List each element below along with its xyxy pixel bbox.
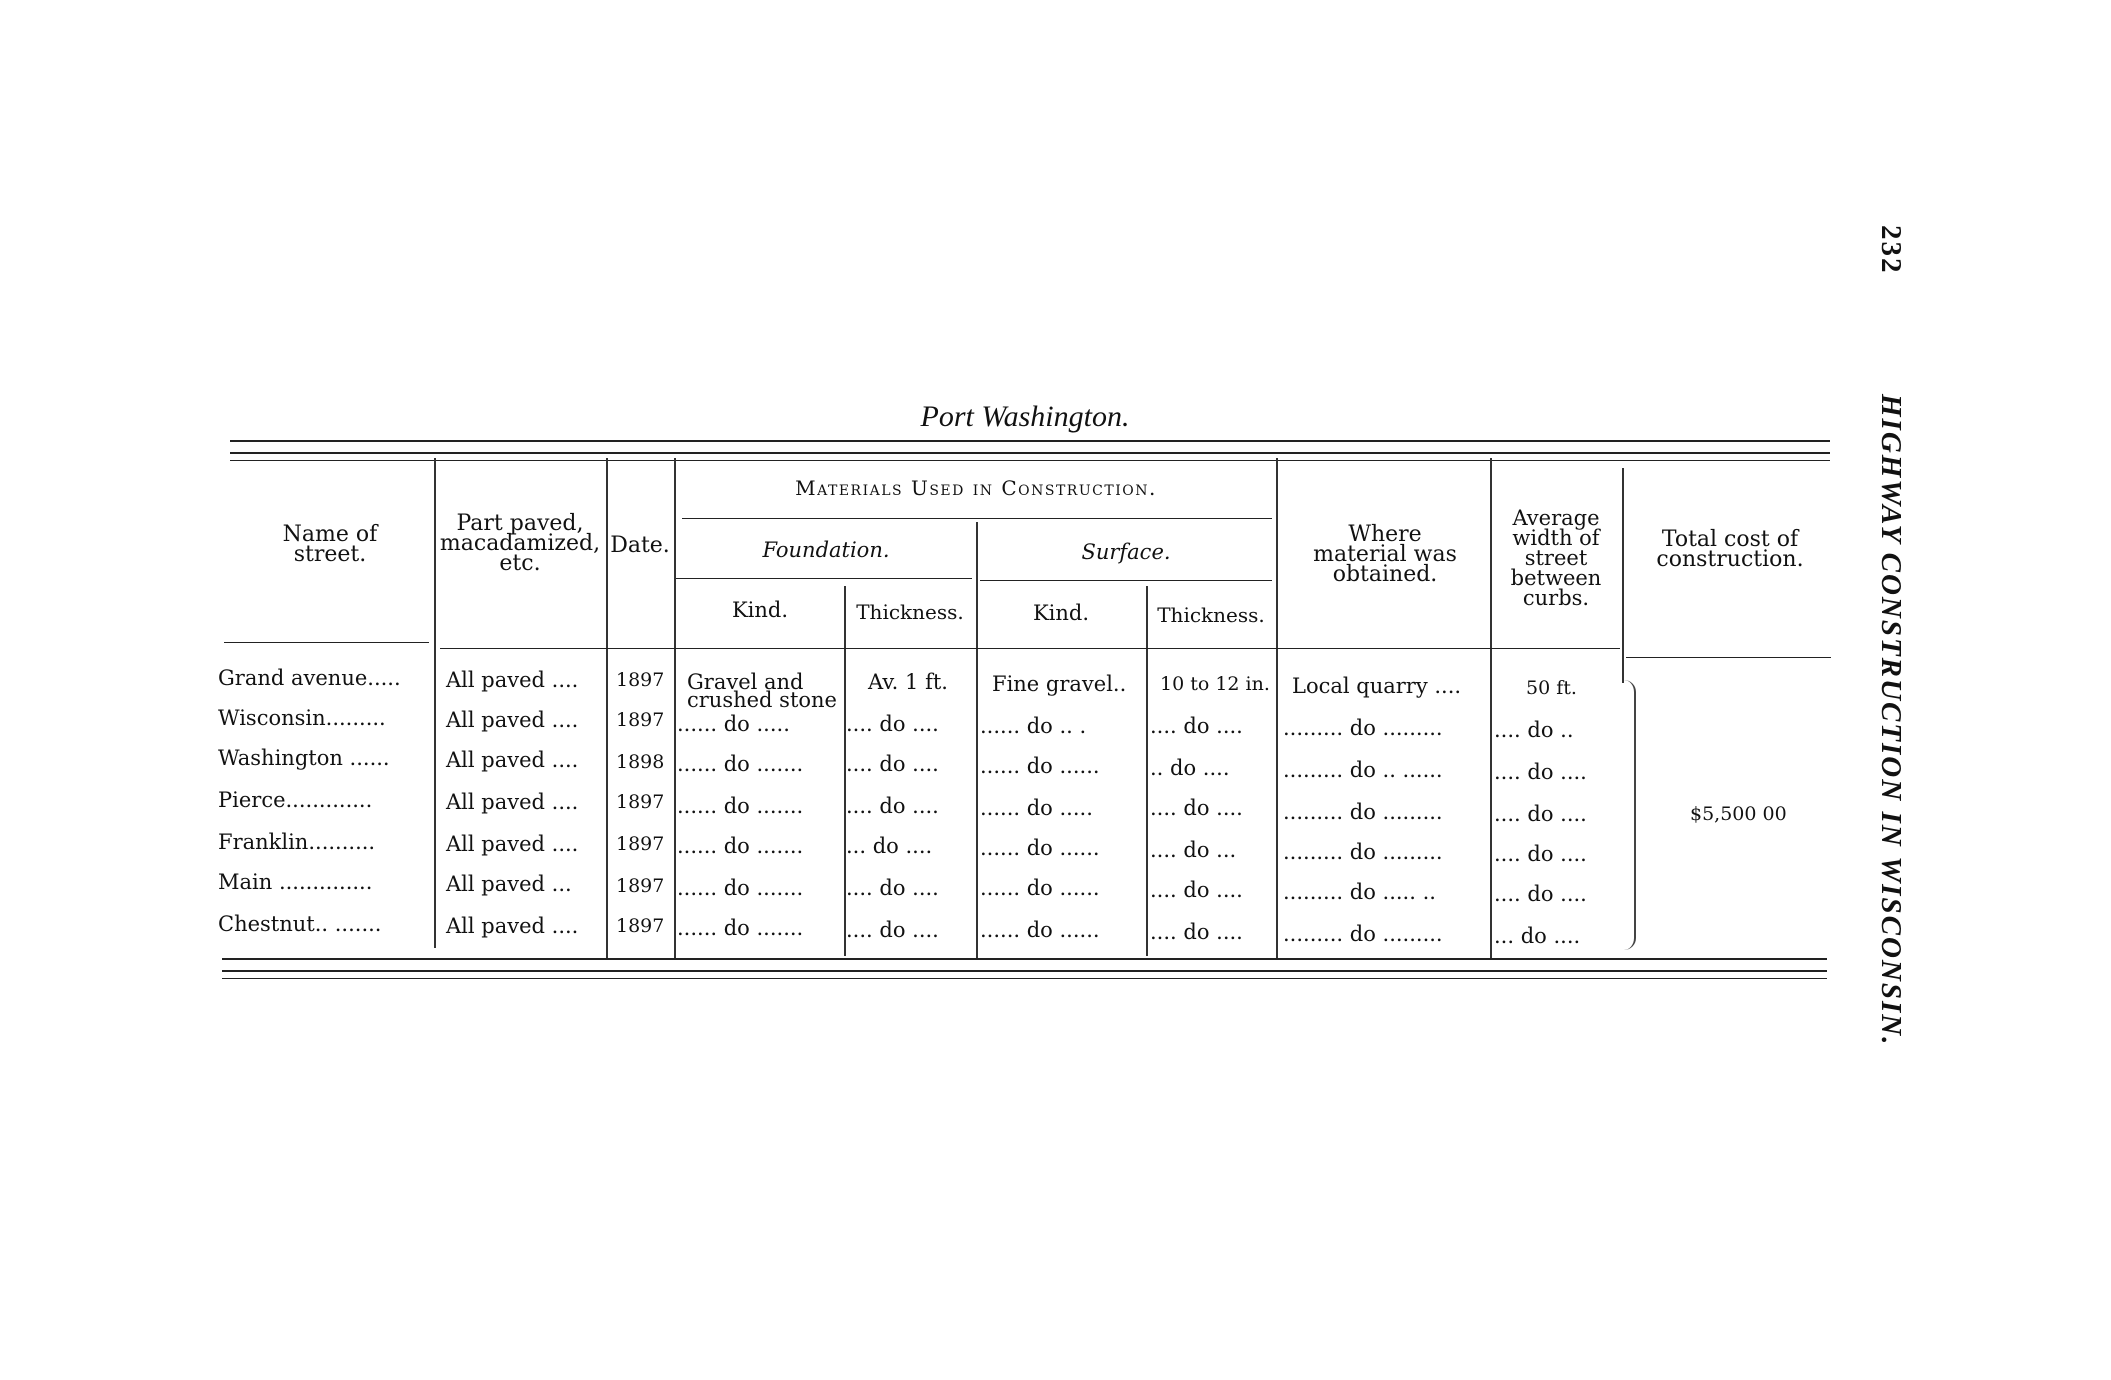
table-bottom-rule-2 xyxy=(222,970,1827,972)
col-divider xyxy=(606,458,608,958)
row-4-surface-kind: ...... do ..... xyxy=(980,796,1093,820)
table-top-rule-3 xyxy=(230,460,1830,461)
row-1-surface-thickness: 10 to 12 in. xyxy=(1160,673,1270,695)
row-2-foundation-thickness: .... do .... xyxy=(846,712,939,736)
col-divider xyxy=(1276,458,1278,958)
row-6-surface-thickness: .... do .... xyxy=(1150,878,1243,902)
col-divider xyxy=(1490,458,1492,958)
col-divider xyxy=(674,458,676,958)
row-2-name: Wisconsin......... xyxy=(218,706,386,730)
row-1-width: 50 ft. xyxy=(1526,677,1577,699)
row-7-surface-kind: ...... do ...... xyxy=(980,918,1100,942)
foundation-rule xyxy=(676,578,972,579)
header-average-width: Average width of street between curbs. xyxy=(1510,506,1602,610)
row-4-part: All paved .... xyxy=(446,790,579,814)
col-divider xyxy=(1146,586,1148,956)
running-head xyxy=(1874,225,1907,1046)
row-3-part: All paved .... xyxy=(446,748,579,772)
row-7-part: All paved .... xyxy=(446,914,579,938)
row-6-where: ......... do ..... .. xyxy=(1283,880,1436,904)
row-6-name: Main .............. xyxy=(218,870,373,894)
header-thickness-surface: Thickness. xyxy=(1157,603,1265,627)
row-2-width: .... do .. xyxy=(1494,718,1574,742)
row-6-part: All paved ... xyxy=(446,872,572,896)
row-5-width: .... do .... xyxy=(1494,842,1587,866)
row-1-foundation-thickness: Av. 1 ft. xyxy=(868,670,948,694)
table-top-rule-2 xyxy=(230,452,1830,454)
row-7-where: ......... do ......... xyxy=(1283,922,1443,946)
materials-rule xyxy=(682,518,1272,519)
row-3-width: .... do .... xyxy=(1494,760,1587,784)
row-2-surface-thickness: .... do .... xyxy=(1150,714,1243,738)
header-surface: Surface. xyxy=(1081,540,1171,564)
header-materials: Materials Used in Construction. xyxy=(795,476,1157,500)
row-2-part: All paved .... xyxy=(446,708,579,732)
row-7-foundation-kind: ...... do ....... xyxy=(677,916,804,940)
row-3-foundation-kind: ...... do ....... xyxy=(677,752,804,776)
row-1-surface-kind: Fine gravel.. xyxy=(992,672,1127,696)
col-divider xyxy=(1622,468,1624,683)
row-6-surface-kind: ...... do ...... xyxy=(980,876,1100,900)
row-5-foundation-thickness: ... do .... xyxy=(846,834,933,858)
row-4-foundation-thickness: .... do .... xyxy=(846,794,939,818)
row-5-part: All paved .... xyxy=(446,832,579,856)
row-4-date: 1897 xyxy=(616,791,665,813)
row-6-date: 1897 xyxy=(616,875,665,897)
row-5-surface-thickness: .... do ... xyxy=(1150,838,1237,862)
table-top-rule xyxy=(230,440,1830,442)
header-part-paved: Part paved, macadamized, etc. xyxy=(439,511,601,576)
row-5-name: Franklin.......... xyxy=(218,830,376,854)
row-6-foundation-thickness: .... do .... xyxy=(846,876,939,900)
row-3-foundation-thickness: .... do .... xyxy=(846,752,939,776)
header-where-obtained: Where material was obtained. xyxy=(1313,522,1457,587)
row-4-name: Pierce............. xyxy=(218,788,373,812)
row-2-surface-kind: ...... do .. . xyxy=(980,714,1087,738)
total-brace xyxy=(1622,680,1636,950)
row-2-date: 1897 xyxy=(616,709,665,731)
header-name-of-street: Name of street. xyxy=(282,522,378,567)
row-5-surface-kind: ...... do ...... xyxy=(980,836,1100,860)
row-2-where: ......... do ......... xyxy=(1283,716,1443,740)
row-1-part: All paved .... xyxy=(446,668,579,692)
header-bottom-rule xyxy=(440,648,1620,649)
table-bottom-rule-3 xyxy=(222,978,1827,979)
row-7-foundation-thickness: .... do .... xyxy=(846,918,939,942)
row-3-surface-kind: ...... do ...... xyxy=(980,754,1100,778)
header-total-cost: Total cost of construction. xyxy=(1656,527,1804,572)
row-1-where: Local quarry .... xyxy=(1292,674,1462,698)
header-bottom-rule xyxy=(224,642,429,643)
row-4-foundation-kind: ...... do ....... xyxy=(677,794,804,818)
row-7-width: ... do .... xyxy=(1494,924,1581,948)
row-7-surface-thickness: .... do .... xyxy=(1150,920,1243,944)
header-thickness-foundation: Thickness. xyxy=(856,600,964,624)
row-6-width: .... do .... xyxy=(1494,882,1587,906)
row-4-where: ......... do ......... xyxy=(1283,800,1443,824)
row-7-name: Chestnut.. ....... xyxy=(218,912,382,936)
surface-rule xyxy=(980,580,1272,581)
col-divider xyxy=(976,522,978,958)
row-3-surface-thickness: .. do .... xyxy=(1150,756,1230,780)
row-1-date: 1897 xyxy=(616,669,665,691)
row-4-surface-thickness: .... do .... xyxy=(1150,796,1243,820)
header-date: Date. xyxy=(610,533,670,558)
row-1-name: Grand avenue..... xyxy=(218,666,401,690)
row-1-foundation-kind-2: crushed stone xyxy=(687,688,837,712)
row-2-foundation-kind: ...... do ..... xyxy=(677,712,790,736)
table-bottom-rule xyxy=(222,958,1827,960)
row-3-where: ......... do .. ...... xyxy=(1283,758,1443,782)
row-5-where: ......... do ......... xyxy=(1283,840,1443,864)
table-caption: Port Washington. xyxy=(920,400,1130,433)
page-number: 232 xyxy=(1875,225,1907,275)
running-head-title: HIGHWAY CONSTRUCTION IN WISCONSIN. xyxy=(1875,393,1907,1047)
row-5-date: 1897 xyxy=(616,833,665,855)
row-6-foundation-kind: ...... do ....... xyxy=(677,876,804,900)
row-3-date: 1898 xyxy=(616,751,665,773)
row-1-foundation-kind: Gravel and xyxy=(687,670,804,694)
header-foundation: Foundation. xyxy=(762,538,890,562)
row-7-date: 1897 xyxy=(616,915,665,937)
total-cost-value: $5,500 00 xyxy=(1690,803,1787,825)
row-5-foundation-kind: ...... do ....... xyxy=(677,834,804,858)
row-4-width: .... do .... xyxy=(1494,802,1587,826)
row-3-name: Washington ...... xyxy=(218,746,390,770)
header-kind-foundation: Kind. xyxy=(731,598,789,622)
header-bottom-rule xyxy=(1626,657,1831,658)
header-kind-surface: Kind. xyxy=(1032,601,1090,625)
